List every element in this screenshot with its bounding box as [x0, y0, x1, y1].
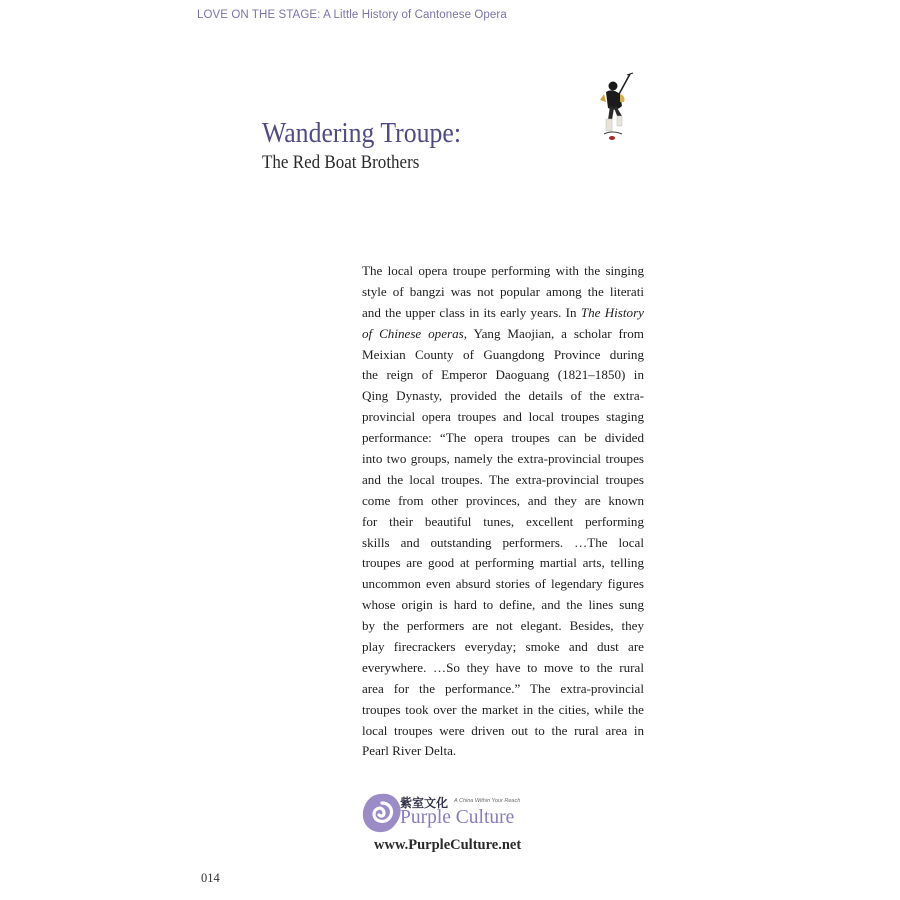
book-title-italic: The History — [580, 304, 644, 320]
body-line: provincial opera troupes and local troupes staging — [362, 409, 644, 425]
body-line: uncommon even absurd stories of legendary figures — [362, 576, 644, 592]
purple-culture-logo-icon — [360, 792, 402, 836]
purple-culture-watermark — [360, 792, 550, 862]
body-line: for their beautiful tunes, excellent performing — [362, 513, 644, 529]
body-line-text: , Yang Maojian, a scholar from — [463, 325, 644, 341]
body-line — [362, 303, 644, 324]
opera-dancer-icon — [592, 72, 636, 144]
body-line — [362, 324, 644, 345]
body-line: style of bangzi was not popular among the literati — [362, 283, 644, 299]
body-line: and the local troupes. The extra-provincial troupes — [362, 471, 644, 487]
body-line: by the performers are not elegant. Besides, they — [362, 618, 644, 634]
body-line-text: and the upper class in its early years. In — [362, 304, 581, 320]
watermark-tagline: A China Within Your Reach — [454, 798, 521, 804]
chapter-subtitle: The Red Boat Brothers — [262, 153, 420, 173]
body-line: troupes took over the market in the cities, while the — [362, 701, 644, 717]
body-line: everywhere. …So they have to move to the rural — [362, 659, 644, 675]
body-line: performance: “The opera troupes can be divided — [362, 430, 644, 446]
book-title-italic: of Chinese operas — [362, 325, 464, 341]
body-line: play firecrackers everyday; smoke and dust are — [362, 639, 644, 655]
body-line: Pearl River Delta. — [362, 743, 457, 759]
body-line: area for the performance.” The extra-provincial — [362, 680, 644, 696]
page-number: 014 — [201, 871, 220, 885]
watermark-chinese-name: 紫室文化 — [400, 796, 449, 810]
body-line: come from other provinces, and they are known — [362, 492, 644, 508]
body-line: Meixian County of Guangdong Province during — [362, 346, 644, 362]
body-line: local troupes were driven out to the rural area in — [362, 722, 644, 738]
watermark-brand-name: Purple Culture — [400, 807, 515, 828]
body-line: whose origin is hard to define, and the lines sung — [362, 597, 644, 613]
body-line: The local opera troupe performing with the singing — [362, 263, 644, 278]
chapter-title: Wandering Troupe: — [262, 118, 461, 149]
body-line: Qing Dynasty, provided the details of the extra- — [362, 388, 644, 404]
watermark-url: www.PurpleCulture.net — [374, 837, 522, 853]
running-header: LOVE ON THE STAGE: A Little History of Cantonese Opera — [197, 9, 507, 21]
body-line: the reign of Emperor Daoguang (1821–1850) in — [362, 367, 644, 383]
body-paragraph — [362, 261, 644, 762]
body-line: skills and outstanding performers. …The local — [362, 534, 644, 550]
body-line: troupes are good at performing martial arts, telling — [362, 555, 644, 571]
body-line: into two groups, namely the extra-provincial troupes — [362, 451, 644, 467]
